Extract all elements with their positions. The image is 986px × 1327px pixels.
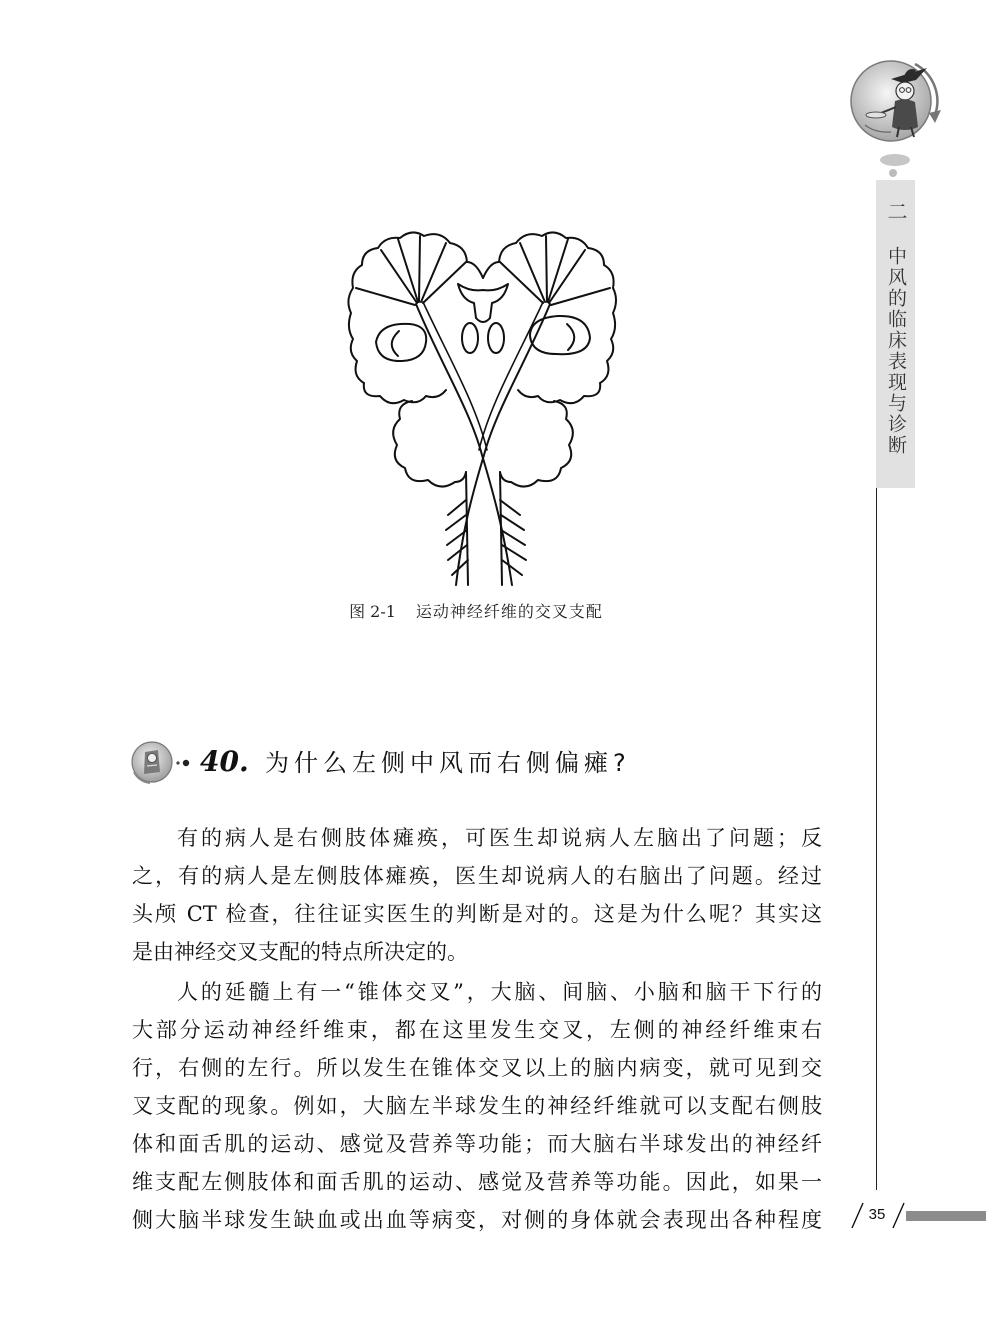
chapter-tab <box>876 180 915 488</box>
right-thalamus <box>488 323 504 353</box>
figure-label: 图 2-1 <box>349 602 396 621</box>
right-fiber-fan <box>500 236 610 305</box>
doctor-mascot-icon <box>845 55 950 180</box>
paragraph-line: 侧大脑半球发生缺血或出血等病变，对侧的身体就会表现出各种程度 <box>132 1208 822 1232</box>
paragraph-line: 人的延髓上有一“锥体交叉”，大脑、间脑、小脑和脑干下行的 <box>177 980 822 1004</box>
chapter-title: 中风的临床表现与诊断 <box>885 246 907 456</box>
left-cerebellum <box>393 401 466 487</box>
section-mascot-icon <box>128 738 198 788</box>
paragraph-line: 叉支配的现象。例如，大脑左半球发生的神经纤维就可以支配右侧肢 <box>132 1094 822 1118</box>
right-basal-nucleus <box>530 316 590 354</box>
page-number: 35 <box>868 1206 886 1223</box>
left-fiber-fan <box>356 236 466 305</box>
cord-left-edge <box>466 472 468 585</box>
paragraph-line: 是由神经交叉支配的特点所决定的。 <box>132 940 468 964</box>
left-thalamus <box>462 323 478 353</box>
left-basal-nucleus <box>376 324 426 361</box>
paragraph-line: 之，有的病人是左侧肢体瘫痪，医生却说病人的右脑出了问题。经过 <box>132 864 822 888</box>
right-cerebellum <box>500 401 573 487</box>
paragraph <box>132 819 822 971</box>
left-nerve-roots <box>446 500 468 575</box>
left-to-right-fiber-inner <box>423 302 487 450</box>
paragraph-line: 维支配左侧肢体和面舌肌的运动、感觉及营养等功能。因此，如果一 <box>132 1170 822 1194</box>
section-number: 40. <box>200 745 249 778</box>
section-title: 为什么左侧中风而右侧偏瘫? <box>265 749 631 777</box>
figure-caption <box>276 600 676 624</box>
third-ventricle <box>458 284 508 322</box>
paragraph-line: 头颅 CT 检查，往往证实医生的判断是对的。这是为什么呢？其实这 <box>132 902 822 926</box>
figure-caption-text: 运动神经纤维的交叉支配 <box>415 602 603 621</box>
paragraph-line: 行，右侧的左行。所以发生在锥体交叉以上的脑内病变，就可见到交 <box>132 1056 822 1080</box>
paragraph-line: 有的病人是右侧肢体瘫痪，可医生却说病人左脑出了问题；反 <box>177 826 822 850</box>
brain-crossing-diagram <box>340 222 624 590</box>
margin-rule <box>876 488 877 1190</box>
footer-bar <box>906 1211 986 1221</box>
paragraph <box>132 973 822 1239</box>
body-text <box>132 819 822 1239</box>
paragraph-line: 体和面舌肌的运动、感觉及营养等功能；而大脑右半球发出的神经纤 <box>132 1132 822 1156</box>
left-hemisphere-outline <box>348 232 483 403</box>
paragraph-line: 大部分运动神经纤维束，都在这里发生交叉，左侧的神经纤维束右 <box>132 1018 822 1042</box>
chapter-number: 二 <box>884 201 908 221</box>
